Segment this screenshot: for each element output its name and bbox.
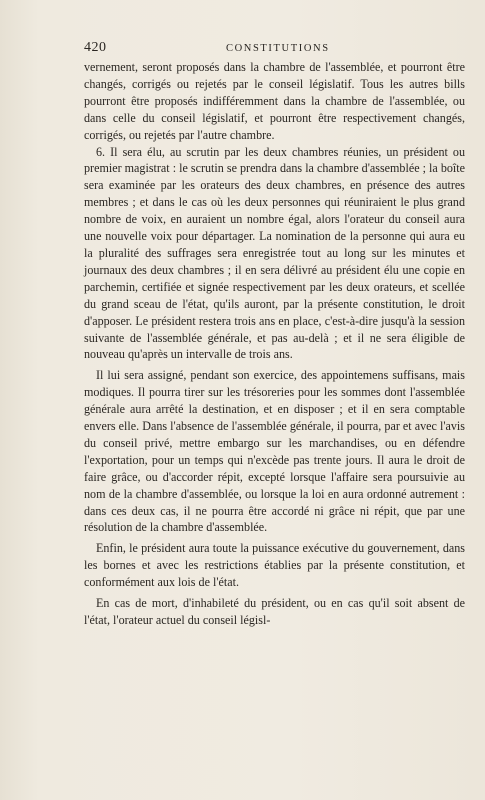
page-header — [84, 40, 464, 58]
paragraph-appointments: Il lui sera assigné, pendant son exercice, des appointemens suffisans, mais modiques. Il pourra tirer sur les trésoreries pour les sommes dont l'assemblée générale aura arrêté la destination, et en disposer ; et il en sera comptable envers elle. Dans l'absence de l'assemblée générale, il pourra, par et avec l'avis du conseil privé, mettre embargo sur les marchandises, ou en défendre l'exportation, pour un temps qui n'excède pas trente jours. Il aura le droit de faire grâce, ou d'accorder répit, excepté lorsque l'affaire sera poursuivie au nom de la chambre d'assemblée, ou lorsque la loi en aura ordonné autrement : dans ces deux cas, il ne pourra être accordé ni grâce ni répit, que par une résolution de la chambre d'assemblée. — [84, 368, 465, 535]
page-number: 420 — [84, 40, 107, 55]
paragraph-article-6: 6. Il sera élu, au scrutin par les deux chambres réunies, un président ou premier magistrat : le scrutin se prendra dans la chambre d'assemblée ; la boîte sera examinée par les orateurs des deux chambres, en présence des autres membres ; et dans le cas où les deux personnes qui réuniraient le plus grand nombre de voix, en auraient un nombre égal, alors l'orateur du conseil aura une nouvelle voix pour départager. La nomination de la personne qui aura eu la pluralité des suffrages sera enregistrée tout au long sur les minutes et journaux des deux chambres ; il en sera délivré au président élu une copie en parchemin, certifiée et signée respectivement par les deux orateurs, et scellée du grand sceau de l'état, qu'ils auront, par la présente constitution, le droit d'apposer. Le président restera trois ans en place, c'est-à-dire jusqu'à la session suivante de l'assemblée générale, et pas au-delà ; et il ne sera éligible de nouveau qu'après un intervalle de trois ans. — [84, 144, 465, 362]
paragraph-continuation: vernement, seront proposés dans la chambre de l'assemblée, et pourront être changés, corrigés ou rejetés par le conseil législatif. Tous les autres bills pourront être proposés indifféremment dans la chambre de l'assemblée, ou dans celle du conseil législatif, et pourront être respectivement changés, corrigés, ou rejetés par l'autre chambre. — [84, 60, 465, 142]
paragraph-executive-power: Enfin, le président aura toute la puissance exécutive du gouvernement, dans les bornes et avec les restrictions établies par la présente constitution, et conformément aux lois de l'état. — [84, 541, 465, 590]
paragraph-succession: En cas de mort, d'inhabileté du président, ou en cas qu'il soit absent de l'état, l'orateur actuel du conseil législ- — [84, 596, 465, 627]
running-head: CONSTITUTIONS — [226, 43, 330, 54]
body-text — [84, 59, 465, 629]
